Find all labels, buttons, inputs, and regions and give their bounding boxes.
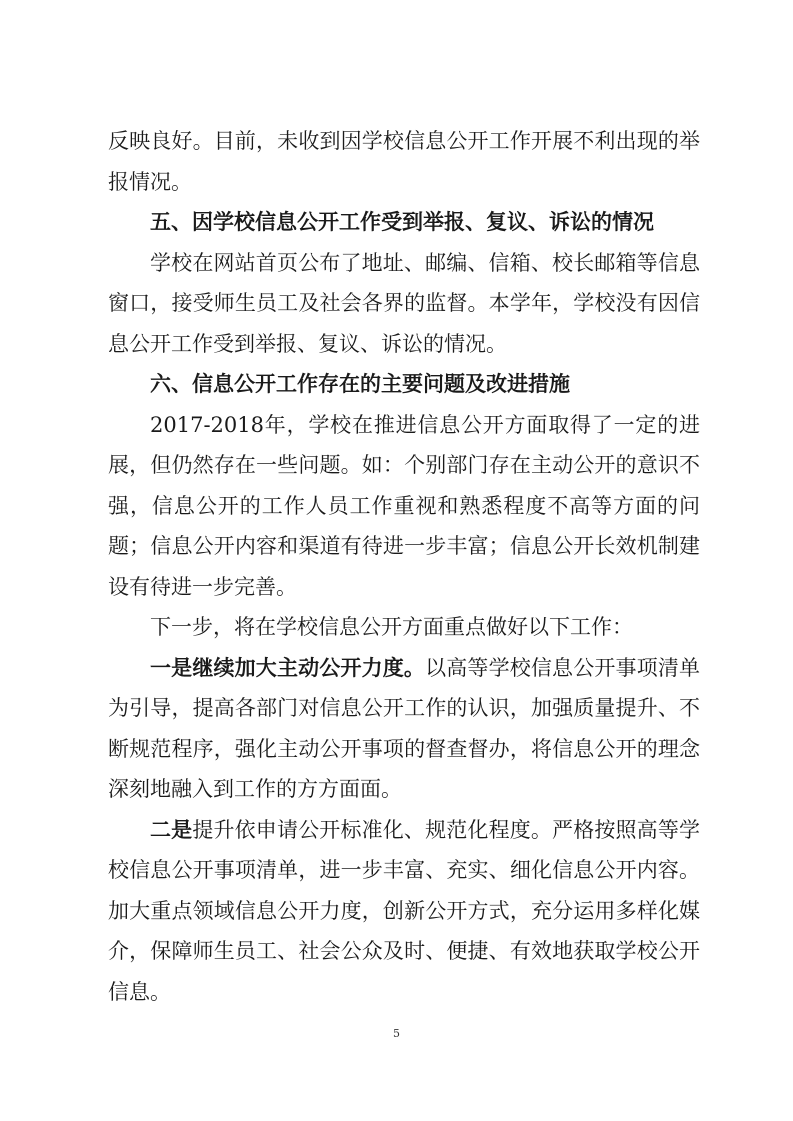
measure-one-text: 以高等学校信息公开事项清单为引导，提高各部门对信息公开工作的认识，加强质量提升、不断规范程序，强化主动公开事项的督查督办，将信息公开的理念深刻地融入到工作的方方面面。 <box>108 655 701 801</box>
measure-one-lead: 一是继续加大主动公开力度。 <box>150 654 426 680</box>
paragraph-problems: 2017-2018年，学校在推进信息公开方面取得了一定的进展，但仍然存在一些问题。如：个别部门存在主动公开的意识不强，信息公开的工作人员工作重视和熟悉程度不高等方面的问题；信息公开内容和渠道有待进一步丰富；信息公开长效机制建设有待进一步完善。 <box>108 412 700 599</box>
document-body <box>108 121 700 1012</box>
paragraph-next-steps: 下一步，将在学校信息公开方面重点做好以下工作： <box>150 615 633 639</box>
section-heading-five: 五、因学校信息公开工作受到举报、复议、诉讼的情况 <box>150 210 654 234</box>
measure-two-lead: 二是 <box>150 816 193 842</box>
section-heading-six: 六、信息公开工作存在的主要问题及改进措施 <box>150 372 570 396</box>
page-number: 5 <box>393 1027 400 1040</box>
paragraph-continuation: 反映良好。目前，未收到因学校信息公开工作开展不利出现的举报情况。 <box>108 129 700 194</box>
paragraph-measure-two <box>108 810 700 1013</box>
paragraph-disclosure-channels: 学校在网站首页公布了地址、邮编、信箱、校长邮箱等信息窗口，接受师生员工及社会各界的监督。本学年，学校没有因信息公开工作受到举报、复议、诉讼的情况。 <box>108 250 700 356</box>
paragraph-measure-one <box>108 648 700 810</box>
measure-two-text: 提升依申请公开标准化、规范化程度。严格按照高等学校信息公开事项清单，进一步丰富、充实、细化信息公开内容。加大重点领域信息公开力度，创新公开方式，充分运用多样化媒介，保障师生员工、社会公众及时、便捷、有效地获取学校公开信息。 <box>108 817 701 1004</box>
